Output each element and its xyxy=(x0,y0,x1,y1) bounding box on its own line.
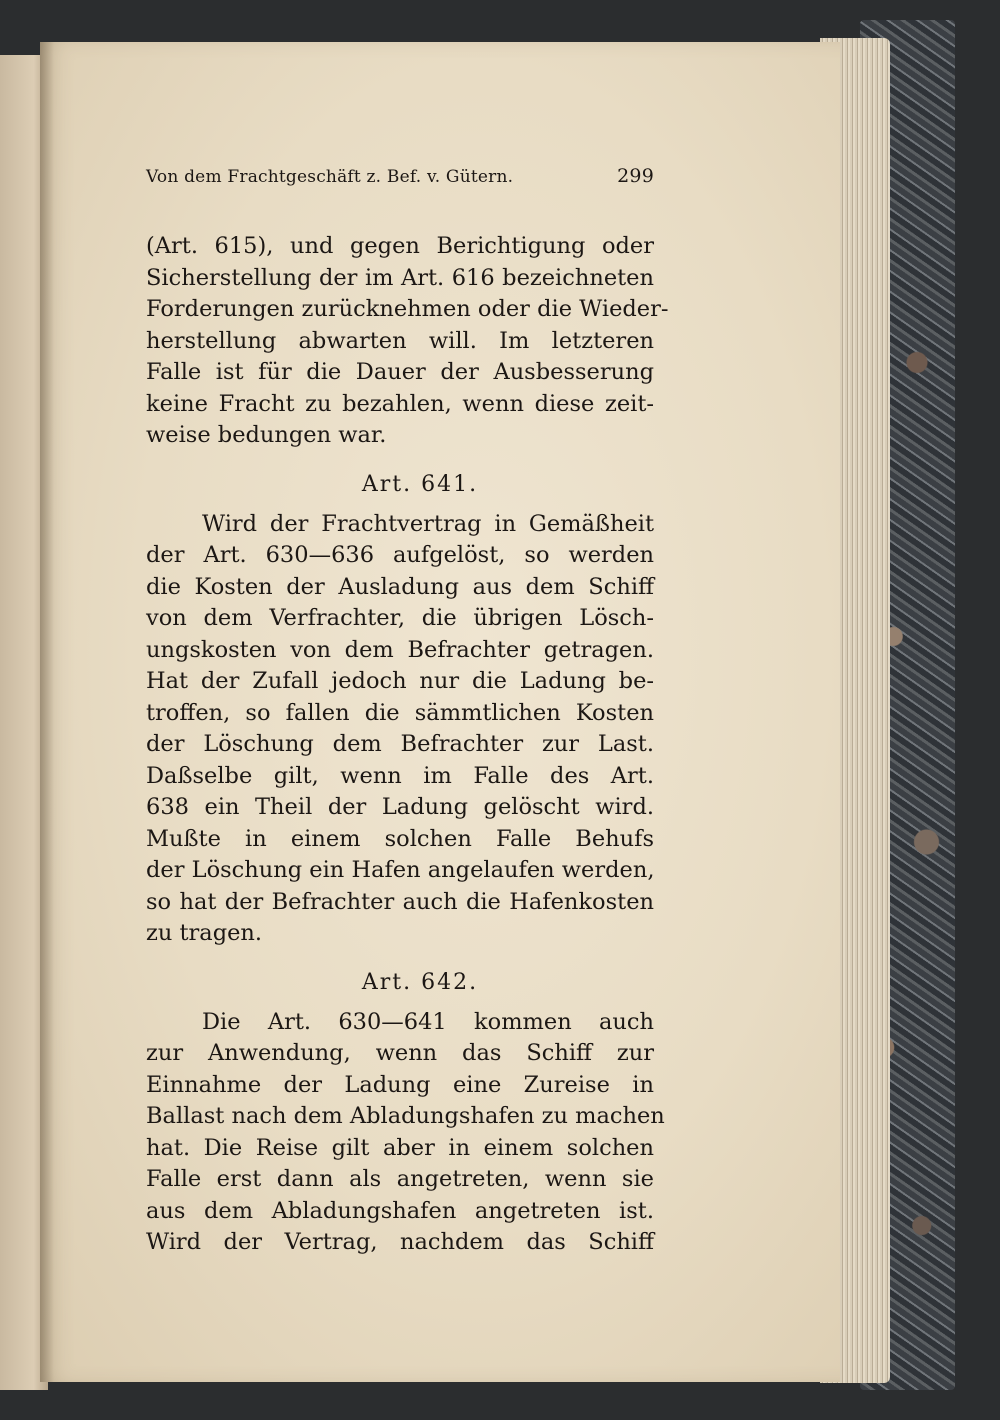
text-line: Einnahme der Ladung eine Zureise in xyxy=(146,1071,654,1098)
text-line: Die Art. 630—641 kommen auch xyxy=(202,1008,654,1035)
page-number: 299 xyxy=(617,165,654,187)
text-line: so hat der Befrachter auch die Hafenkosten xyxy=(146,888,654,915)
text-line: Wird der Frachtvertrag in Gemäßheit xyxy=(202,510,654,537)
text-line: Wird der Vertrag, nachdem das Schiff xyxy=(146,1229,654,1255)
continuation-paragraph xyxy=(146,231,669,452)
page-text xyxy=(146,165,669,1259)
article-heading: Art. 641. xyxy=(361,471,479,497)
running-head-title: Von dem Frachtgeschäft z. Bef. v. Gütern. xyxy=(146,167,514,187)
text-line: Sicherstellung der im Art. 616 bezeichneten xyxy=(146,264,654,291)
text-line: Ballast nach dem Abladungshafen zu machen xyxy=(146,1103,665,1129)
text-line: (Art. 615), und gegen Berichtigung oder xyxy=(146,233,654,259)
article-paragraph xyxy=(146,1007,665,1259)
text-line: Falle erst dann als angetreten, wenn sie xyxy=(146,1166,654,1192)
text-line: die Kosten der Ausladung aus dem Schiff xyxy=(146,573,654,600)
text-line: der Art. 630—636 aufgelöst, so werden xyxy=(146,542,654,568)
text-line: Mußte in einem solchen Falle Behufs xyxy=(146,825,654,852)
text-line: der Löschung dem Befrachter zur Last. xyxy=(146,731,654,757)
text-line: keine Fracht zu bezahlen, wenn diese zeit- xyxy=(146,390,654,417)
text-line: Hat der Zufall jedoch nur die Ladung be- xyxy=(146,668,654,694)
text-line: Falle ist für die Dauer der Ausbesserung xyxy=(146,359,654,385)
text-line: herstellung abwarten will. Im letzteren xyxy=(146,327,654,354)
text-line: zu tragen. xyxy=(146,920,263,946)
text-line: weise bedungen war. xyxy=(146,422,387,448)
article-heading: Art. 642. xyxy=(361,969,479,995)
article-paragraph xyxy=(146,509,654,950)
text-line: Daßselbe gilt, wenn im Falle des Art. xyxy=(146,762,654,789)
text-line: hat. Die Reise gilt aber in einem solchen xyxy=(146,1134,654,1161)
gutter-shadow xyxy=(40,42,54,1382)
text-line: troffen, so fallen die sämmtlichen Kosten xyxy=(146,699,654,726)
text-line: der Löschung ein Hafen angelaufen werden, xyxy=(146,857,655,883)
text-line: von dem Verfrachter, die übrigen Lösch- xyxy=(146,605,654,631)
text-line: ungskosten von dem Befrachter getragen. xyxy=(146,636,654,663)
text-line: zur Anwendung, wenn das Schiff zur xyxy=(146,1040,654,1066)
text-line: 638 ein Theil der Ladung gelöscht wird. xyxy=(146,794,654,820)
text-line: Forderungen zurücknehmen oder die Wieder- xyxy=(146,296,669,322)
running-head xyxy=(146,165,654,199)
text-line: aus dem Abladungshafen angetreten ist. xyxy=(146,1197,654,1224)
